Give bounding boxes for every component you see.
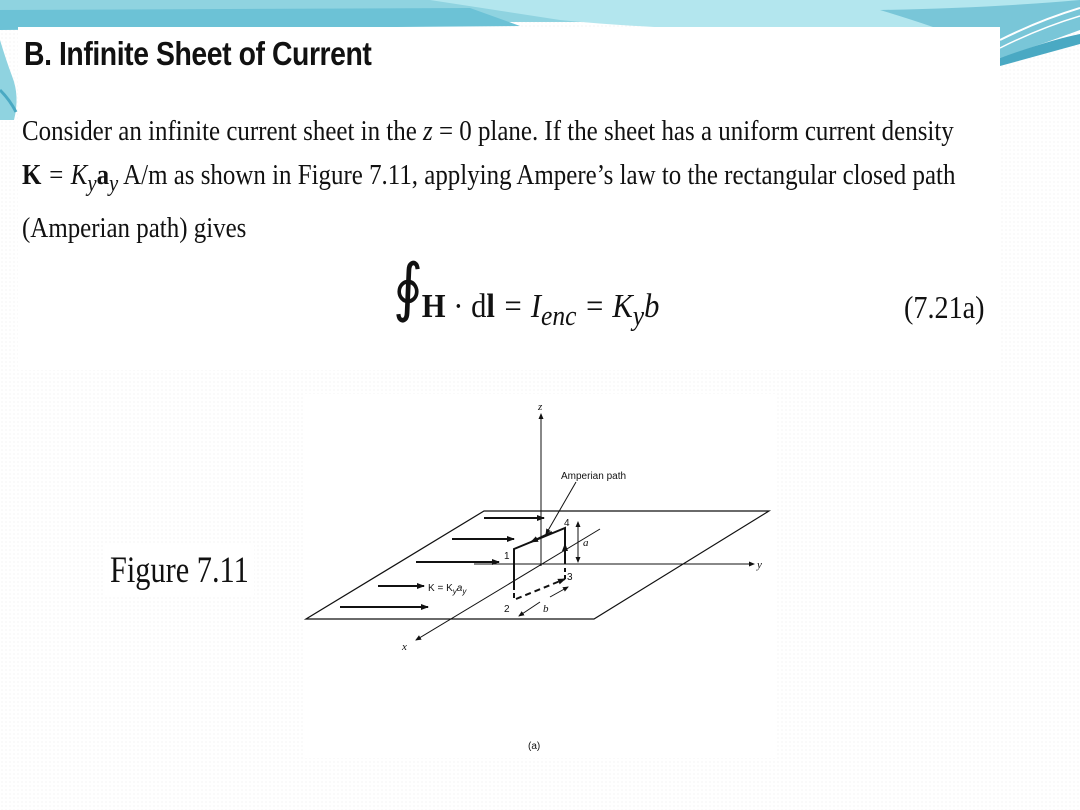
eq-dot-d: · d	[445, 288, 487, 325]
x-axis-label: x	[402, 641, 407, 653]
para-text: Consider an infinite current sheet in the	[22, 115, 424, 147]
amperian-path-label: Amperian path	[561, 471, 627, 482]
amperian-label-leader	[546, 482, 576, 534]
eq-l: l	[486, 288, 495, 325]
equation-body	[422, 288, 660, 333]
body-paragraph	[22, 109, 968, 250]
eq-enc: enc	[541, 300, 577, 332]
current-density-label: $K = K_ya_y$	[428, 583, 467, 596]
z-axis-label: z	[538, 401, 543, 413]
corner-label-2: 2	[504, 604, 510, 615]
closed-integral-symbol: ∮	[393, 252, 424, 323]
figure-caption: (a)	[528, 741, 541, 752]
dimension-b	[519, 602, 540, 616]
para-sub-y: y	[109, 169, 119, 197]
corner-label-1: 1	[504, 551, 510, 562]
current-sheet-diagram	[304, 394, 776, 758]
para-sub-y: y	[87, 169, 97, 197]
dimension-b-label: b	[543, 603, 549, 615]
text-panel	[18, 27, 1000, 370]
eq-b: b	[644, 288, 660, 325]
para-text: A/m as shown in Figure 7.11, applying Ampere’s law to the rectangular closed path (Amperian path) gives	[22, 159, 956, 244]
para-var-a: a	[96, 159, 110, 191]
dimension-b	[550, 587, 568, 597]
y-axis-label: y	[757, 559, 762, 571]
para-var-ky: = K	[41, 159, 88, 191]
figure-label: Figure 7.11	[110, 550, 249, 591]
section-heading: B. Infinite Sheet of Current	[24, 35, 372, 72]
para-var-k: K	[22, 159, 42, 191]
figure-label-box	[104, 545, 254, 595]
eq-i: = I	[494, 288, 542, 325]
eq-sub-y: y	[632, 300, 645, 332]
figure-diagram	[304, 394, 776, 758]
corner-label-4: 4	[564, 518, 570, 529]
current-sheet-plane	[306, 511, 769, 619]
para-text: = 0 plane. If the sheet has a uniform current density	[432, 115, 954, 147]
corner-label-3: 3	[567, 572, 573, 583]
dimension-a-label: a	[583, 537, 589, 549]
eq-h: H	[421, 288, 446, 325]
para-var-z: z	[423, 115, 433, 147]
equation-number: (7.21a)	[904, 289, 985, 325]
amperian-path-hidden	[516, 579, 565, 599]
eq-k: = K	[576, 288, 633, 325]
